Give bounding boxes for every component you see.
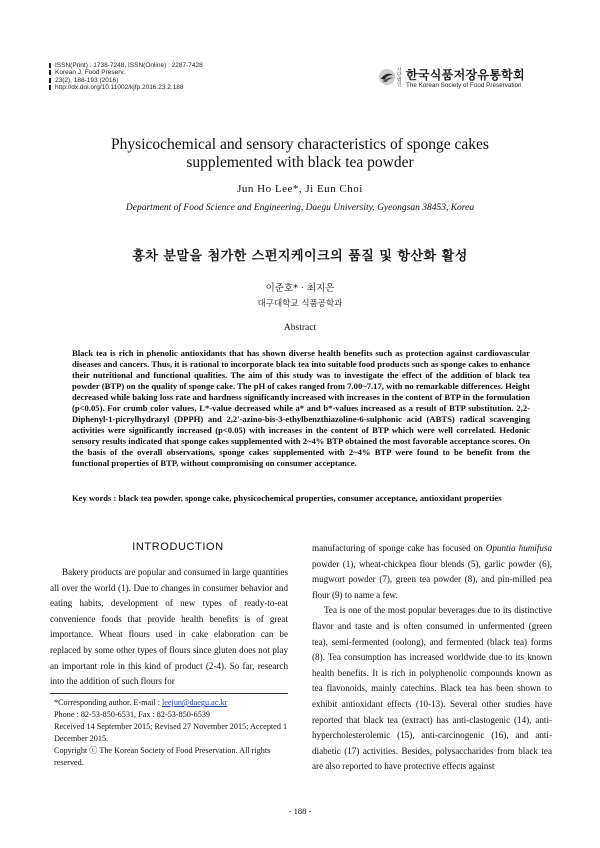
korean-title: 홍차 분말을 첨가한 스펀지케이크의 품질 및 항산화 활성 — [132, 249, 468, 264]
phone-fax: Phone : 82-53-850-6531, Fax : 82-53-850-6539 — [54, 710, 211, 720]
affiliation: Department of Food Science and Engineering, Daegu University, Gyeongsan 38453, Korea — [125, 203, 475, 213]
title-line-2: supplemented with black tea powder — [186, 154, 414, 171]
doi-link[interactable]: http://dx.doi.org/10.11002/kjfp.2016.23.2.188 — [55, 84, 184, 92]
intro-paragraph-1: Bakery products are popular and consumed in large quantities all over the world (1). Due to changes in consumer behavior and eating habits, development of new types of ready-to-eat convenience foods that provide health benefits is of great importance. Wheat flours used in cake elaboration can be replaced by some other types of flours since gluten does not play an important role in this kind of product (2-4). So far, research into the addition of such flours for — [50, 567, 288, 687]
introduction-heading: INTRODUCTION — [132, 541, 224, 553]
abstract-heading: Abstract — [283, 323, 317, 333]
intro-right-column — [312, 541, 552, 775]
abstract-text: Black tea is rich in phenolic antioxidants that has shown diverse health benefits such as protection against cardiovascular diseases and cancers. Thus, it is rational to incorporate black tea into suitable food products such as sponge cakes to enhance their nutritional and functional qualities. The aim of this study was to investigate the effect of the addition of black tea powder (BTP) on the quality of sponge cake. The pH of cakes ranged from 7.00~7.17, with no remarkable differences. Height decreased while baking loss rate and hardness significantly increased with increases in the content of BTP in the formulation (p<0.05). For crumb color values, L*-value decreased while a* and b*-values increased as a result of BTP substitution. 2,2-Diphenyl-1-picrylhydrazyl (DPPH) and 2,2'-azino-bis-3-ethylbenzthiazoline-6-sulphonic acid (ABTS) radical scavenging activities were significantly increased (p<0.05) with increases in the content of BTP which were well correlated. Hedonic sensory results indicated that sponge cakes supplemented with 2~4% BTP obtained the most favorable acceptance scores. On the basis of the overall observations, sponge cakes supplemented with 2~4% BTP were found to be benefit from the functional properties of BTP, without compromising on consumer acceptance. — [72, 348, 530, 469]
intro-paragraph-2: Tea is one of the most popular beverages due to its distinctive flavor and taste and is often consumed in unfermented (green tea), semi-fermented (oolong), and fermented (black tea) forms (8). Tea consumption has increased worldwide due to its known health benefits. It is rich in polyphenolic compounds known as tea flavonoids, mainly catechins. Black tea has been shown to exhibit antioxidant effects (10-13). Several other studies have reported that black tea (extract) has anti-clastogenic (14), anti-hypercholesterolemic (15), anti-carcinogenic (16), and anti-diabetic (17) activities. Besides, polysaccharides from black tea are also reported to have protective effects against — [312, 605, 552, 772]
korean-authors: 이준호* · 최지은 — [265, 283, 335, 294]
paper-title — [60, 136, 540, 172]
issn-line: ISSN(Print) : 1738-7248, ISSN(Online) : 2287-7428 — [55, 62, 203, 69]
corresponding-author — [54, 697, 294, 709]
corresponding-label: *Corresponding author. E-mail : — [54, 698, 163, 707]
journal-meta — [55, 62, 203, 92]
logo-korean-name: 한국식품저장유통학회 — [406, 68, 525, 82]
footnotes — [54, 697, 294, 770]
intro-text-span: powder (1), wheat-chickpea flour blends (5), garlic powder (6), mugwort powder (7), green tea powder (8), and pin-milled pea flour (9) to name a few. — [312, 558, 552, 600]
meta-markers — [49, 63, 52, 93]
society-emblem-icon — [378, 68, 396, 86]
title-line-1: Physicochemical and sensory characteristics of sponge cakes — [111, 136, 489, 153]
journal-name-line: Korean J. Food Preserv. — [55, 69, 125, 77]
logo-english-name: The Korean Society of Food Preservation — [406, 82, 522, 89]
copyright: Copyright ⓒ The Korean Society of Food Preservation. All rights reserved. — [54, 746, 271, 768]
volume-line: 23(2), 188-193 (2016) — [55, 76, 119, 84]
intro-left-column — [50, 565, 288, 690]
korean-affiliation: 대구대학교 식품공학과 — [257, 299, 343, 309]
author-list: Jun Ho Lee*, Ji Eun Choi — [237, 183, 363, 195]
keywords: Key words : black tea powder, sponge cake, physicochemical properties, consumer acceptance, antioxidant properties — [72, 493, 502, 503]
email-link[interactable]: leejun@daegu.ac.kr — [162, 698, 228, 707]
footnote-divider — [50, 693, 288, 694]
page-number: - 188 - — [288, 806, 312, 816]
logo-sub-label: 사단법인 — [397, 68, 402, 88]
received-dates: Received 14 September 2015; Revised 27 November 2015; Accepted 1 December 2015. — [54, 722, 288, 744]
species-name: Opuntia humifusa — [485, 543, 552, 553]
intro-paragraph-continued — [312, 541, 552, 603]
intro-text-span: manufacturing of sponge cake has focused on — [312, 543, 486, 553]
